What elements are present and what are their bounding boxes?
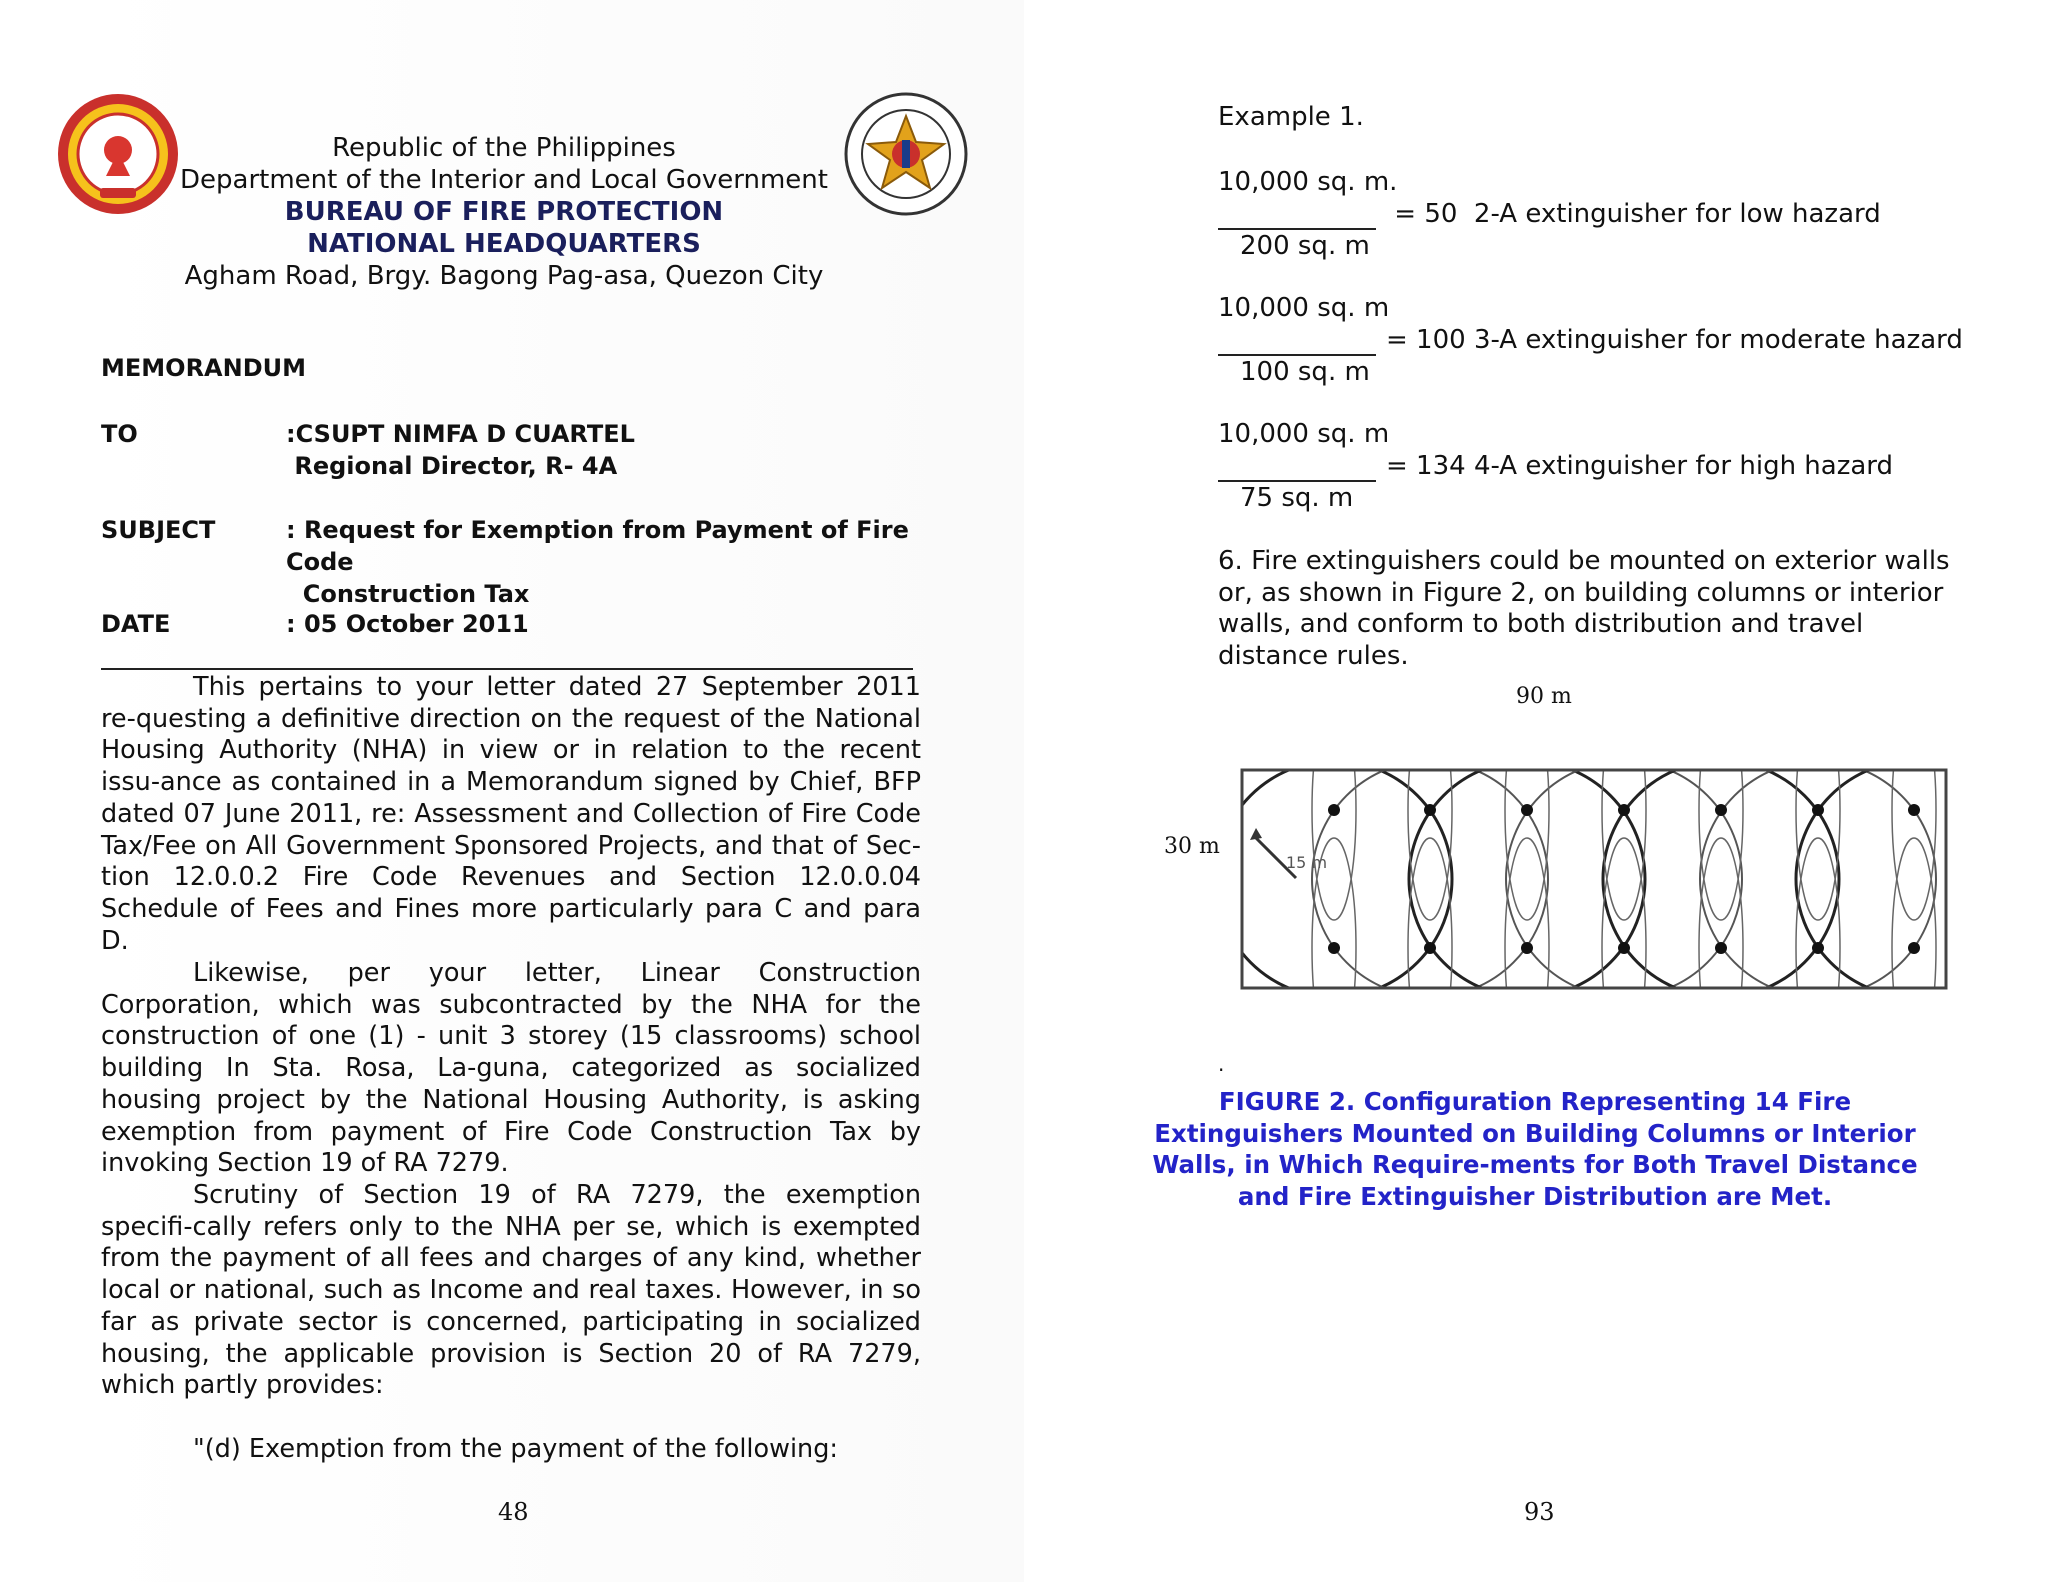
subject-label: SUBJECT [101, 516, 216, 544]
page-number-right: 93 [1524, 1498, 1555, 1526]
extinguisher-dot [1908, 942, 1920, 954]
calculation-low-hazard [1218, 166, 1881, 262]
extinguisher-dot [1521, 804, 1533, 816]
to-position: Regional Director, R- 4A [286, 452, 618, 480]
body-paragraph-4: "(d) Exemption from the payment of the following: [193, 1434, 838, 1464]
coverage-circle [1312, 761, 1548, 997]
extinguisher-dot [1424, 804, 1436, 816]
extinguisher-dot [1618, 942, 1630, 954]
extinguisher-layout-figure [1158, 680, 1958, 1000]
coverage-arc [1699, 838, 1743, 1000]
to-name: :CSUPT NIMFA D CUARTEL [286, 420, 635, 448]
extinguisher-dot [1521, 942, 1533, 954]
figure-drawing [1158, 680, 1958, 1000]
letterhead-bureau: BUREAU OF FIRE PROTECTION [284, 197, 724, 227]
letterhead-address: Agham Road, Brgy. Bagong Pag-asa, Quezon City [184, 261, 824, 291]
figure-width-label: 90 m [1516, 684, 1572, 709]
extinguisher-dot [1715, 804, 1727, 816]
coverage-circle [1506, 761, 1742, 997]
coverage-circle [1216, 761, 1452, 997]
to-value [286, 418, 936, 482]
calculation-high-hazard [1218, 418, 1893, 514]
extinguisher-dot [1812, 804, 1824, 816]
extinguisher-dot [1328, 804, 1340, 816]
extinguisher-dot [1328, 942, 1340, 954]
calculation-moderate-hazard [1218, 292, 1963, 388]
calc-numerator: 10,000 sq. m [1218, 419, 1390, 449]
radius-label: 15 m [1286, 853, 1328, 872]
date-value: : 05 October 2011 [286, 610, 529, 638]
calc-result: = 100 3-A extinguisher for moderate hazard [1386, 325, 1963, 355]
calc-denominator: 100 sq. m [1240, 357, 1370, 387]
memo-title: MEMORANDUM [101, 354, 306, 382]
date-label: DATE [101, 610, 171, 638]
letterhead-department: Department of the Interior and Local Government [180, 165, 828, 195]
calc-numerator: 10,000 sq. m [1218, 293, 1390, 323]
body-paragraph-3: Scrutiny of Section 19 of RA 7279, the exemption specifi-cally refers only to the NHA per se, which is exempted from the payment of all fees and charges of any kind, whether local or national, such as Income and real taxes. However, in so far as private sector is concerned, participating in socialized housing, the applicable provision is Section 20 of RA 7279, which partly provides: [101, 1180, 921, 1401]
extinguisher-dot [1812, 942, 1824, 954]
header-divider [101, 668, 913, 670]
calc-denominator: 75 sq. m [1240, 483, 1354, 513]
stray-dot: . [1218, 1052, 1225, 1076]
to-label: TO [101, 420, 138, 448]
subject-line1: : Request for Exemption from Payment of Fire Code [286, 516, 909, 576]
extinguisher-dot [1618, 804, 1630, 816]
subject-line2: Construction Tax [286, 580, 530, 608]
extinguisher-dot [1908, 804, 1920, 816]
coverage-circle [1796, 761, 1958, 997]
letterhead [170, 132, 838, 292]
note-paragraph: 6. Fire extinguishers could be mounted on exterior walls or, as shown in Figure 2, on building columns or interior walls, and conform to both distribution and travel distance rules. [1218, 546, 1950, 672]
body-paragraph-2: Likewise, per your letter, Linear Construction Corporation, which was subcontracted by the NHA for the construction of one (1) - unit 3 storey (15 classrooms) school building In Sta. Rosa, La-guna, categorized as socialized housing project by the National Housing Authority, is asking exemption from payment of Fire Code Construction Tax by invoking Section 19 of RA 7279. [101, 958, 921, 1179]
calc-denominator: 200 sq. m [1240, 231, 1370, 261]
letterhead-country: Republic of the Philippines [332, 133, 676, 163]
figure-caption: FIGURE 2. Configuration Representing 14 Fire Extinguishers Mounted on Building Columns or Interior Walls, in Which Require-ments for Both Travel Distance and Fire Extinguisher Distribution are Met. [1152, 1087, 1918, 1211]
coverage-arc [1505, 838, 1549, 1000]
letterhead-office: NATIONAL HEADQUARTERS [307, 229, 701, 259]
body-paragraph-1: This pertains to your letter dated 27 September 2011 re-questing a definitive direction on the request of the National Housing Authority (NHA) in view or in relation to the recent issu-ance as contained in a Memorandum signed by Chief, BFP dated 07 June 2011, re: Assessment and Collection of Fire Code Tax/Fee on All Government Sponsored Projects, and that of Sec-tion 12.0.0.2 Fire Code Revenues and Section 12.0.0.04 Schedule of Fees and Fines more particularly para C and para D. [101, 672, 921, 956]
fraction-bar [1218, 456, 1376, 482]
extinguisher-dot [1715, 942, 1727, 954]
example-title: Example 1. [1218, 102, 1364, 132]
coverage-circle [1700, 761, 1936, 997]
dilg-seal-icon [56, 92, 180, 216]
calc-result: = 50 2-A extinguisher for low hazard [1386, 199, 1881, 229]
coverage-circle [1409, 761, 1645, 997]
calc-result: = 134 4-A extinguisher for high hazard [1386, 451, 1894, 481]
coverage-circle [1603, 761, 1839, 997]
subject-value [286, 514, 936, 610]
figure-height-label: 30 m [1164, 834, 1220, 859]
fraction-bar [1218, 204, 1376, 230]
fraction-bar [1218, 330, 1376, 356]
bfp-seal-icon [844, 92, 968, 216]
extinguisher-dot [1424, 942, 1436, 954]
calc-numerator: 10,000 sq. m. [1218, 167, 1398, 197]
page-number-left: 48 [498, 1498, 529, 1526]
